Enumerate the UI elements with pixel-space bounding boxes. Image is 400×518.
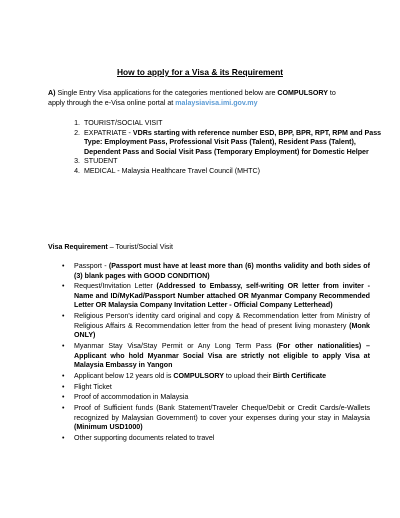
req-text: Myanmar Stay Visa/Stay Permit or Any Long Term Pass (74, 342, 277, 351)
category-text: EXPATRIATE - (84, 128, 133, 137)
req-text: Applicant below 12 years old is (74, 371, 174, 380)
requirement-item (64, 383, 370, 393)
document-title: How to apply for a Visa & its Requirement (117, 67, 283, 77)
section-suffix: – Tourist/Social Visit (107, 243, 173, 251)
requirement-item (64, 262, 370, 281)
intro-text-1: Single Entry Visa applications for the categories mentioned below are (55, 89, 278, 97)
evisa-portal-link[interactable]: malaysiavisa.imi.gov.my (175, 98, 258, 107)
req-text: Religious Person's identity card original and copy & Recommendation letter from Ministry of Religious Affairs & Recommendation letter from the head of present living monastery (74, 312, 370, 330)
bullet-icon: • (62, 313, 65, 321)
requirement-item (64, 342, 370, 371)
req-bold: (Minimum USD1000) (74, 423, 143, 432)
req-bold: (For other nationalities) – Applicant who hold Myanmar Social Visa are strictly not eligible to apply Visa at Malaysia Embassy in Yangon (74, 342, 370, 370)
intro-text-2: to apply through the e-Visa online portal at (48, 89, 336, 107)
category-item (82, 119, 382, 129)
requirement-item (64, 312, 370, 341)
req-text: Proof of accommodation in Malaysia (74, 393, 189, 402)
req-text: to upload their (223, 371, 273, 380)
category-bold-text: VDRs starting with reference number ESD, BPP, BPR, RPT, RPM and Pass Type: Employment Pass, Professional Visit Pass (Talent), Resident Pass (Talent), Dependent Pass and Social Visit Pass (Temporary Employment) for Domestic Helper (84, 128, 382, 156)
category-item (82, 129, 382, 158)
requirement-item (64, 434, 370, 444)
bullet-icon: • (62, 372, 65, 380)
intro-compulsory: COMPULSORY (277, 89, 328, 97)
bullet-icon: • (62, 343, 65, 351)
req-bold: (Monk ONLY) (74, 321, 370, 340)
req-text: Flight Ticket (74, 382, 112, 391)
requirement-item (64, 282, 370, 311)
req-bold: (Passport must have at least more than (6) months validity and both sides of (3) blank pages with GOOD CONDITION) (74, 262, 370, 280)
req-bold: COMPULSORY (173, 371, 224, 380)
req-text: Request/Invitation Letter (74, 282, 157, 291)
requirement-item (64, 372, 370, 382)
bullet-icon: • (62, 263, 65, 270)
bullet-icon: • (62, 383, 65, 391)
req-text: Passport - (74, 262, 109, 270)
intro-paragraph (48, 89, 352, 108)
intro-prefix: A) (48, 89, 56, 97)
req-bold: Birth Certificate (272, 371, 327, 380)
visa-category-list (48, 119, 382, 176)
bullet-icon: • (62, 434, 65, 442)
category-text: STUDENT (84, 157, 118, 165)
section-label: Visa Requirement (48, 243, 108, 251)
section-heading (48, 243, 352, 253)
req-text: Other supporting documents related to travel (74, 433, 215, 442)
bullet-icon: • (62, 283, 65, 291)
category-item (82, 167, 382, 177)
category-item (82, 157, 382, 167)
req-bold: (Addressed to Embassy, self-writing OR letter from inviter - Name and ID/MyKad/Passport Number attached OR Myanmar Company Recommended Letter OR Malaysia Company Invitation Letter - Official Company Letterhead) (74, 282, 370, 310)
req-text: Proof of Sufficient funds (Bank Statement/Traveler Cheque/Debit or Credit Cards/e-Wallets recognized by Malaysian Government) to cover your expenses during your stay in Malaysia (74, 403, 370, 422)
requirement-item (64, 404, 370, 433)
category-text: TOURIST/SOCIAL VISIT (84, 119, 163, 127)
bullet-icon: • (62, 404, 65, 412)
requirement-list (48, 262, 370, 445)
bullet-icon: • (62, 394, 65, 402)
category-text: MEDICAL - Malaysia Healthcare Travel Council (MHTC) (84, 166, 260, 175)
requirement-item (64, 393, 370, 403)
